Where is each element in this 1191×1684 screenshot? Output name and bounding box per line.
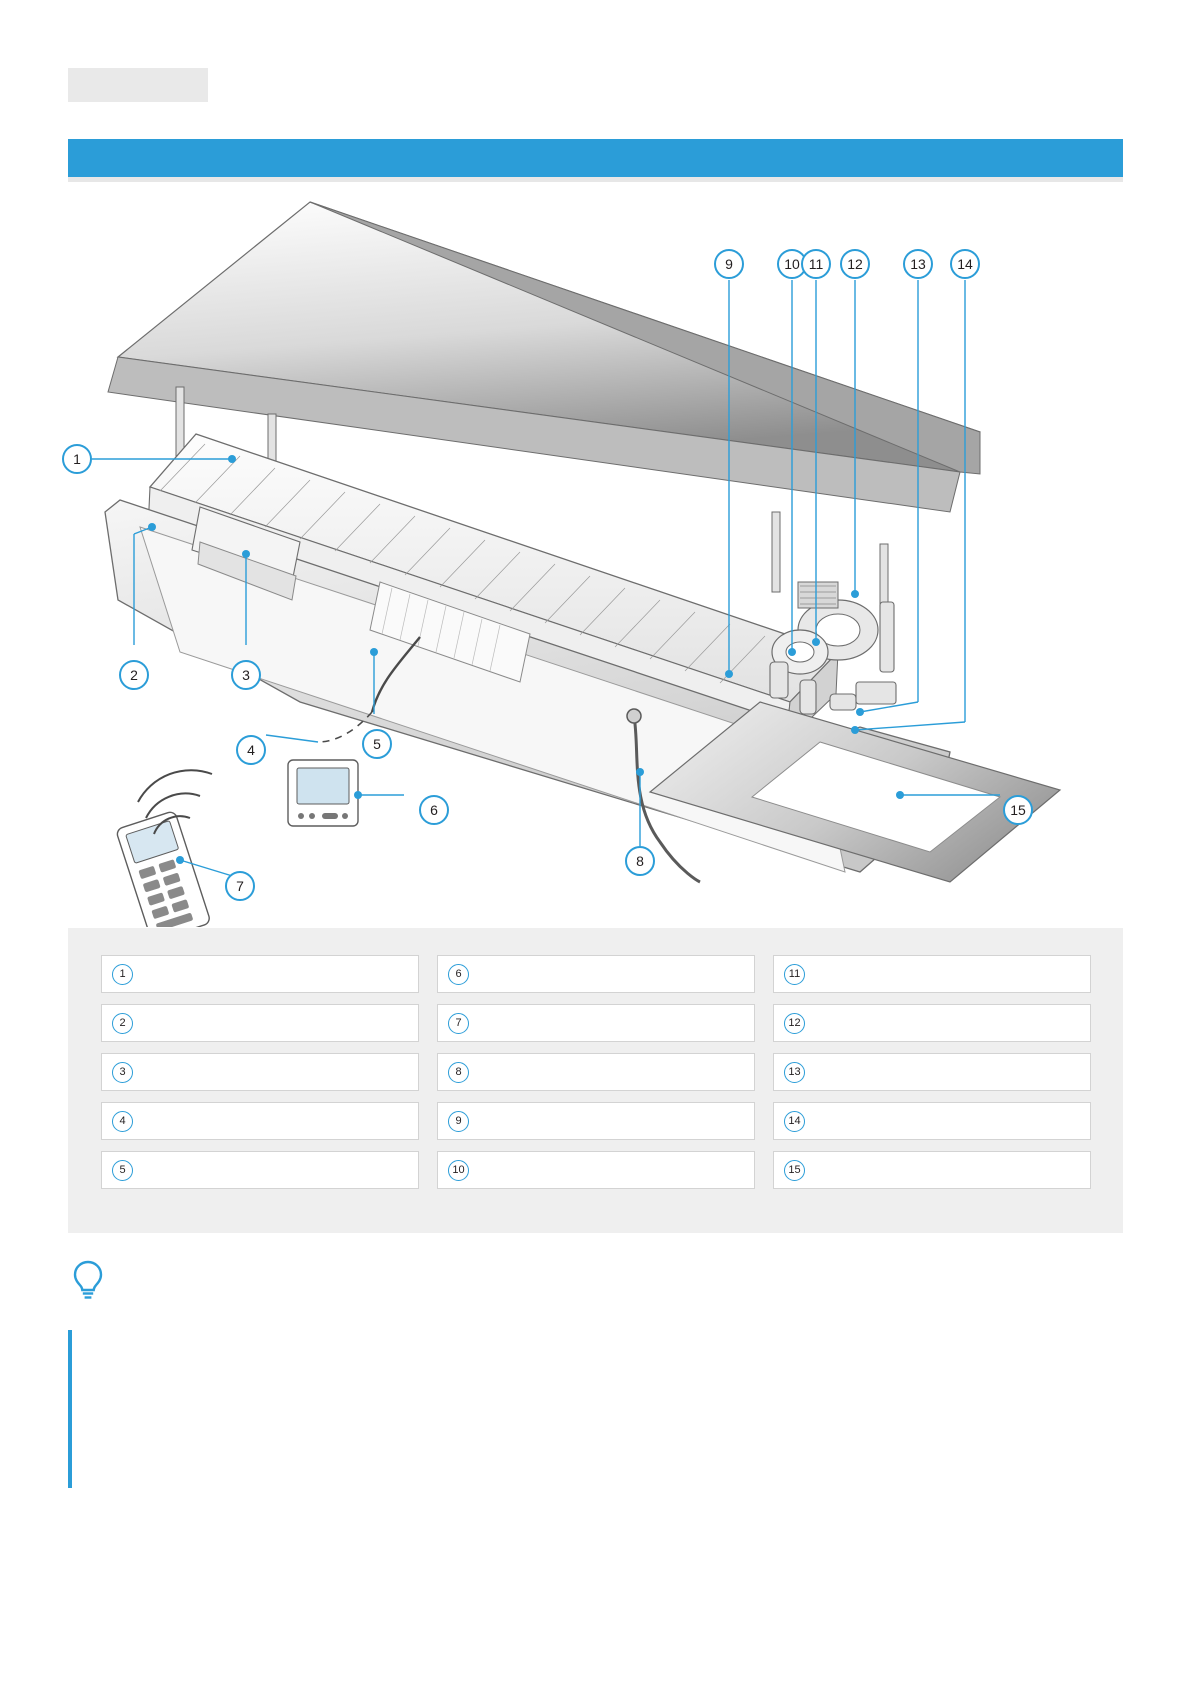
callout-12: 12 xyxy=(840,249,870,279)
note-text xyxy=(90,1332,1110,1338)
legend-item xyxy=(437,1102,755,1140)
callout-1: 1 xyxy=(62,444,92,474)
legend-item xyxy=(437,1053,755,1091)
legend-item xyxy=(773,1102,1091,1140)
legend-item-number: 14 xyxy=(784,1111,805,1132)
legend-item xyxy=(101,1053,419,1091)
callout-3: 3 xyxy=(231,660,261,690)
legend-item-number: 11 xyxy=(784,964,805,985)
section-title-bar xyxy=(68,139,1123,177)
legend-item xyxy=(773,1053,1091,1091)
legend-item-number: 2 xyxy=(112,1013,133,1034)
page-tag xyxy=(68,68,208,102)
legend-item xyxy=(437,955,755,993)
legend-item-number: 12 xyxy=(784,1013,805,1034)
callout-14: 14 xyxy=(950,249,980,279)
legend-grid xyxy=(101,955,1091,1189)
callout-4: 4 xyxy=(236,735,266,765)
legend-item-number: 13 xyxy=(784,1062,805,1083)
legend-item xyxy=(101,955,419,993)
legend-item-number: 7 xyxy=(448,1013,469,1034)
legend-item xyxy=(773,955,1091,993)
legend-item xyxy=(773,1151,1091,1189)
callout-15: 15 xyxy=(1003,795,1033,825)
drain-port xyxy=(627,709,641,723)
legend-item-number: 9 xyxy=(448,1111,469,1132)
note-block xyxy=(68,1258,1123,1488)
callout-9: 9 xyxy=(714,249,744,279)
legend-item xyxy=(101,1004,419,1042)
fan-motor-assembly xyxy=(772,582,878,674)
legend-item-number: 3 xyxy=(112,1062,133,1083)
callout-5: 5 xyxy=(362,729,392,759)
legend-item xyxy=(101,1151,419,1189)
legend-item xyxy=(101,1102,419,1140)
legend-item xyxy=(437,1151,755,1189)
legend-panel xyxy=(68,928,1123,1233)
legend-item-number: 15 xyxy=(784,1160,805,1181)
legend-item-number: 1 xyxy=(112,964,133,985)
illustration-figure xyxy=(0,182,1191,927)
callout-13: 13 xyxy=(903,249,933,279)
legend-item-number: 6 xyxy=(448,964,469,985)
wired-remote-controller xyxy=(288,760,358,826)
legend-item-number: 10 xyxy=(448,1160,469,1181)
legend-item-number: 5 xyxy=(112,1160,133,1181)
callout-8: 8 xyxy=(625,846,655,876)
legend-item xyxy=(773,1004,1091,1042)
callout-6: 6 xyxy=(419,795,449,825)
callout-7: 7 xyxy=(225,871,255,901)
callout-2: 2 xyxy=(119,660,149,690)
note-accent-rule xyxy=(68,1330,72,1488)
legend-item-number: 8 xyxy=(448,1062,469,1083)
wireless-remote-controller xyxy=(116,770,212,927)
legend-item xyxy=(437,1004,755,1042)
legend-item-number: 4 xyxy=(112,1111,133,1132)
callout-10: 10 xyxy=(777,249,807,279)
callout-11: 11 xyxy=(801,249,831,279)
lightbulb-icon xyxy=(68,1258,108,1302)
